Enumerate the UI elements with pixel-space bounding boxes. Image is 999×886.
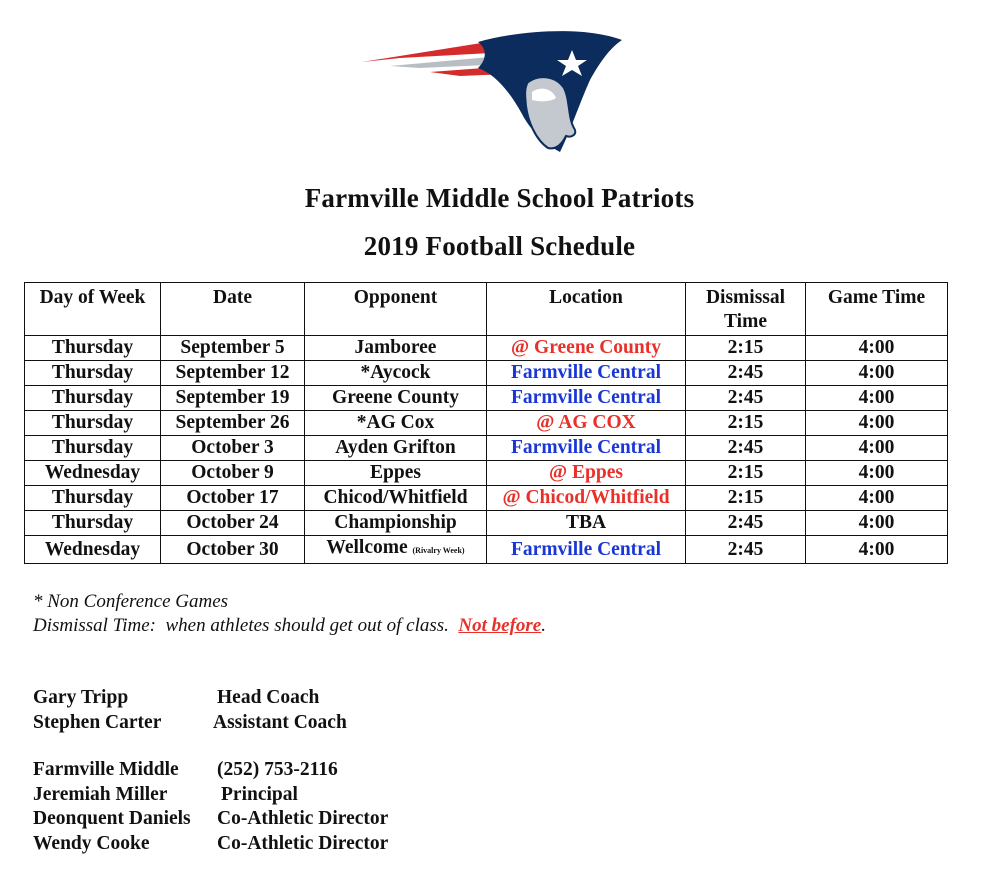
opponent-cell	[305, 511, 487, 536]
opponent-cell	[305, 411, 487, 436]
coaches-list	[33, 686, 347, 735]
location-cell: TBA	[487, 511, 686, 536]
schedule-row	[25, 536, 948, 564]
day-cell: Thursday	[25, 411, 161, 436]
dismissal-time-cell: 2:45	[686, 536, 806, 564]
opponent-cell	[305, 361, 487, 386]
game-time-cell: 4:00	[806, 461, 948, 486]
schedule-row	[25, 436, 948, 461]
location-cell: Farmville Central	[487, 361, 686, 386]
schedule-row	[25, 411, 948, 436]
location-cell: @ Chicod/Whitfield	[487, 486, 686, 511]
coach-name: Gary Tripp	[33, 687, 129, 708]
day-cell: Thursday	[25, 361, 161, 386]
game-time-cell: 4:00	[806, 336, 948, 361]
opponent-name: *AG Cox	[356, 412, 435, 433]
dismissal-note-suffix: .	[541, 615, 546, 636]
game-time-cell: 4:00	[806, 511, 948, 536]
game-time-cell: 4:00	[806, 411, 948, 436]
opponent-name: Championship	[334, 512, 457, 533]
date-cell: October 17	[161, 486, 305, 511]
location-cell: Farmville Central	[487, 436, 686, 461]
schedule-row	[25, 336, 948, 361]
notes	[33, 590, 546, 638]
game-time-cell: 4:00	[806, 386, 948, 411]
contact-name: Deonquent Daniels	[33, 808, 191, 830]
contact-info: Co-Athletic Director	[217, 832, 389, 854]
contact-name: Farmville Middle	[33, 759, 179, 780]
game-time-cell: 4:00	[806, 536, 948, 564]
contact-row	[33, 832, 389, 857]
dismissal-time-cell: 2:15	[686, 486, 806, 511]
dismissal-note	[33, 614, 546, 638]
location-cell: @ Eppes	[487, 461, 686, 486]
date-cell: October 24	[161, 511, 305, 536]
location-cell: @ AG COX	[487, 411, 686, 436]
opponent-cell	[305, 486, 487, 511]
contact-name: Wendy Cooke	[33, 832, 150, 854]
header-opponent: Opponent	[305, 283, 487, 336]
header-date: Date	[161, 283, 305, 336]
opponent-name: Chicod/Whitfield	[323, 487, 468, 508]
date-cell: September 5	[161, 336, 305, 361]
contact-name: Jeremiah Miller	[33, 783, 168, 805]
dismissal-time-cell: 2:45	[686, 436, 806, 461]
day-cell: Thursday	[25, 511, 161, 536]
date-cell: October 30	[161, 536, 305, 564]
not-before-emphasis: Not before	[458, 615, 542, 636]
date-cell: September 19	[161, 386, 305, 411]
dismissal-time-cell: 2:15	[686, 336, 806, 361]
coach-name: Stephen Carter	[33, 711, 162, 733]
opponent-name: Wellcome	[326, 537, 408, 558]
day-cell: Thursday	[25, 386, 161, 411]
day-cell: Thursday	[25, 436, 161, 461]
location-cell: Farmville Central	[487, 536, 686, 564]
opponent-cell	[305, 336, 487, 361]
coach-row	[33, 711, 347, 736]
opponent-cell	[305, 461, 487, 486]
location-cell: @ Greene County	[487, 336, 686, 361]
opponent-cell	[305, 536, 487, 564]
header-day-of-week: Day of Week	[25, 283, 161, 336]
contact-info: Principal	[221, 783, 298, 805]
schedule-row	[25, 511, 948, 536]
dismissal-time-cell: 2:45	[686, 361, 806, 386]
contact-row	[33, 807, 389, 832]
schedule-row	[25, 361, 948, 386]
day-cell: Wednesday	[25, 536, 161, 564]
schedule-header-row	[25, 283, 948, 336]
opponent-note: (Rivalry Week)	[412, 546, 465, 555]
page-title: Farmville Middle School Patriots	[304, 183, 695, 213]
day-cell: Thursday	[25, 336, 161, 361]
schedule-row	[25, 486, 948, 511]
date-cell: September 26	[161, 411, 305, 436]
contact-row	[33, 783, 298, 808]
patriots-logo	[360, 22, 650, 160]
location-cell: Farmville Central	[487, 386, 686, 411]
non-conference-note: * Non Conference Games	[33, 591, 229, 612]
opponent-cell	[305, 386, 487, 411]
date-cell: October 3	[161, 436, 305, 461]
dismissal-time-cell: 2:45	[686, 511, 806, 536]
opponent-name: Ayden Grifton	[335, 437, 456, 458]
opponent-name: *Aycock	[360, 362, 431, 383]
contact-info: (252) 753-2116	[217, 759, 338, 780]
opponent-name: Greene County	[332, 387, 459, 408]
date-cell: October 9	[161, 461, 305, 486]
header-game-time: Game Time	[806, 283, 948, 336]
opponent-name: Eppes	[370, 462, 421, 483]
header-location: Location	[487, 283, 686, 336]
coach-role: Head Coach	[217, 687, 320, 708]
game-time-cell: 4:00	[806, 486, 948, 511]
opponent-cell	[305, 436, 487, 461]
game-time-cell: 4:00	[806, 436, 948, 461]
contact-row	[33, 758, 338, 783]
dismissal-time-cell: 2:15	[686, 461, 806, 486]
dismissal-note-text: Dismissal Time: when athletes should get out of class.	[33, 615, 459, 636]
schedule-body	[25, 336, 948, 564]
page-subtitle: 2019 Football Schedule	[363, 231, 636, 261]
opponent-name: Jamboree	[354, 337, 437, 358]
schedule-row	[25, 386, 948, 411]
schedule-table	[24, 282, 948, 564]
coach-row	[33, 686, 320, 711]
day-cell: Thursday	[25, 486, 161, 511]
date-cell: September 12	[161, 361, 305, 386]
contact-info: Co-Athletic Director	[217, 808, 389, 830]
dismissal-time-cell: 2:45	[686, 386, 806, 411]
schedule-row	[25, 461, 948, 486]
game-time-cell: 4:00	[806, 361, 948, 386]
day-cell: Wednesday	[25, 461, 161, 486]
header-dismissal-time: Dismissal Time	[686, 283, 806, 336]
coach-role: Assistant Coach	[213, 711, 347, 733]
contacts-list	[33, 758, 389, 856]
dismissal-time-cell: 2:15	[686, 411, 806, 436]
